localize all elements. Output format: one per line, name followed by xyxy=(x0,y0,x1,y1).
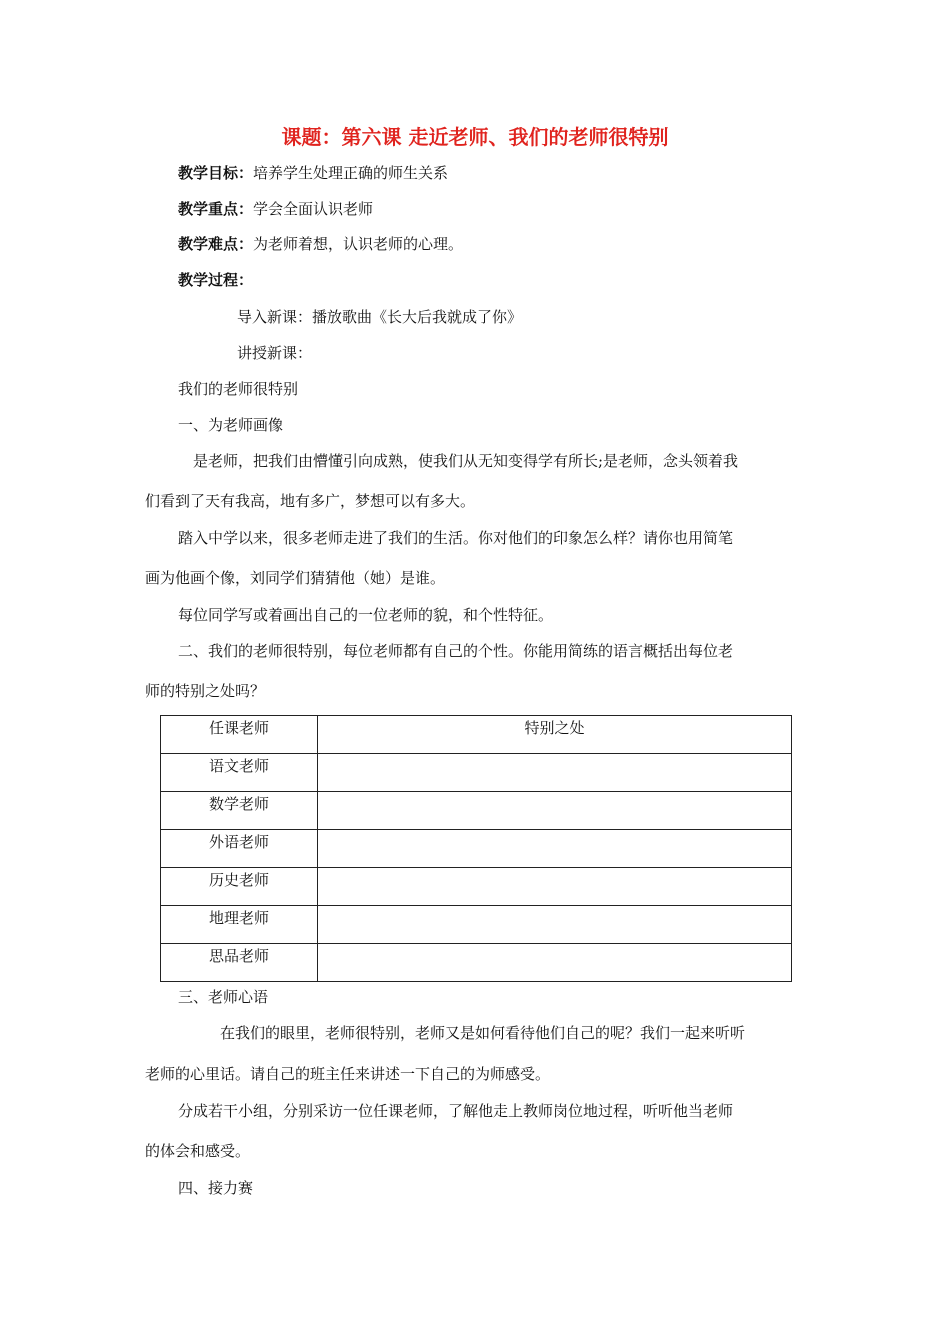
teaching-difficulty xyxy=(178,234,463,254)
table-row xyxy=(161,868,792,906)
header-special: 特别之处 xyxy=(318,716,792,754)
teaching-difficulty-label: 教学难点： xyxy=(178,235,254,253)
special-cell xyxy=(318,906,792,944)
paragraph-4-line-1: 在我们的眼里，老师很特别，老师又是如何看待他们自己的呢？我们一起来听听 xyxy=(220,1024,746,1042)
paragraph-5-line-1: 分成若干小组，分别采访一位任课老师，了解他走上教师岗位地过程，听听他当老师 xyxy=(178,1102,734,1120)
teacher-table xyxy=(160,715,792,982)
teacher-cell: 历史老师 xyxy=(161,868,318,906)
teacher-cell: 外语老师 xyxy=(161,830,318,868)
process-new-lesson: 讲授新课： xyxy=(237,344,313,362)
teaching-goal-label: 教学目标： xyxy=(178,164,254,182)
teaching-key-text: 学会全面认识老师 xyxy=(253,200,374,218)
paragraph-1-line-1: 是老师，把我们由懵懂引向成熟，使我们从无知变得学有所长;是老师，念头领着我 xyxy=(193,452,739,470)
topic-heading: 我们的老师很特别 xyxy=(178,380,299,398)
paragraph-2-line-2: 画为他画个像，刘同学们猜猜他（她）是谁。 xyxy=(145,569,446,587)
section-4-heading: 四、接力赛 xyxy=(178,1179,254,1197)
section-3-heading: 三、老师心语 xyxy=(178,988,269,1006)
table-row xyxy=(161,754,792,792)
process-intro: 导入新课：播放歌曲《长大后我就成了你》 xyxy=(237,308,523,326)
paragraph-2-line-1: 踏入中学以来，很多老师走进了我们的生活。你对他们的印象怎么样？请你也用简笔 xyxy=(178,529,734,547)
teaching-key-point xyxy=(178,199,373,219)
teacher-cell: 数学老师 xyxy=(161,792,318,830)
special-cell xyxy=(318,944,792,982)
paragraph-1-line-2: 们看到了天有我高，地有多广，梦想可以有多大。 xyxy=(145,492,476,510)
teacher-cell: 语文老师 xyxy=(161,754,318,792)
teaching-difficulty-text: 为老师着想，认识老师的心理。 xyxy=(253,235,464,253)
teaching-key-label: 教学重点： xyxy=(178,200,254,218)
table-header-row xyxy=(161,716,792,754)
table-row xyxy=(161,792,792,830)
paragraph-3: 每位同学写或着画出自己的一位老师的貌，和个性特征。 xyxy=(178,606,554,624)
table-row xyxy=(161,906,792,944)
special-cell xyxy=(318,754,792,792)
teaching-process-label: 教学过程： xyxy=(178,271,254,289)
paragraph-4-line-2: 老师的心里话。请自己的班主任来讲述一下自己的为师感受。 xyxy=(145,1065,551,1083)
table-row xyxy=(161,944,792,982)
section-2-line-1: 二、我们的老师很特别，每位老师都有自己的个性。你能用简练的语言概括出每位老 xyxy=(178,642,734,660)
special-cell xyxy=(318,868,792,906)
special-cell xyxy=(318,792,792,830)
special-cell xyxy=(318,830,792,868)
teaching-goal-text: 培养学生处理正确的师生关系 xyxy=(253,164,449,182)
header-teacher: 任课老师 xyxy=(161,716,318,754)
paragraph-5-line-2: 的体会和感受。 xyxy=(145,1142,251,1160)
lesson-title: 课题：第六课 走近老师、我们的老师很特别 xyxy=(281,125,669,149)
section-2-line-2: 师的特别之处吗？ xyxy=(145,682,266,700)
section-1-heading: 一、为老师画像 xyxy=(178,416,284,434)
teacher-cell: 思品老师 xyxy=(161,944,318,982)
teaching-goal xyxy=(178,163,448,183)
teacher-cell: 地理老师 xyxy=(161,906,318,944)
table-row xyxy=(161,830,792,868)
